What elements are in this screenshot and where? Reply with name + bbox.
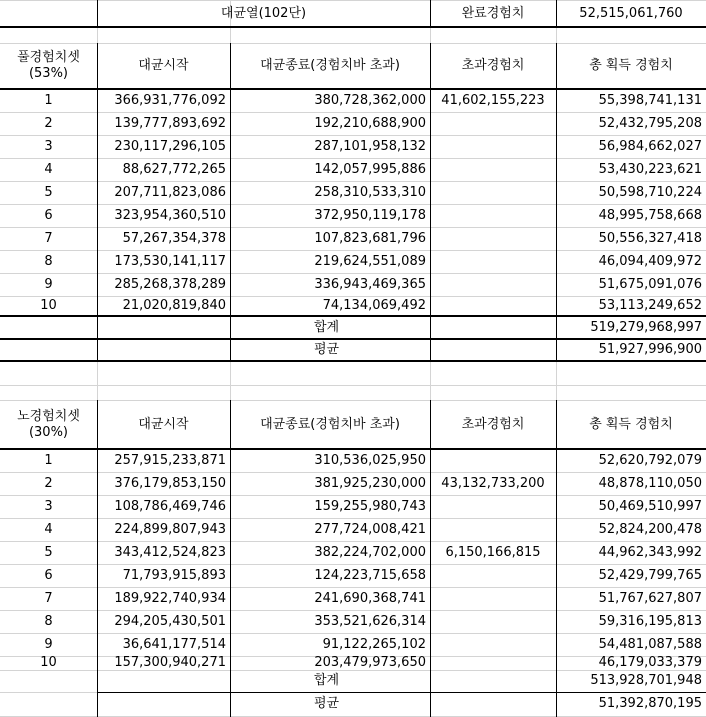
start-value-cell[interactable]: 71,793,915,893 [122, 567, 226, 583]
total-value-cell[interactable]: 54,481,087,588 [598, 636, 702, 652]
end-value-cell[interactable]: 142,057,995,886 [314, 161, 426, 177]
total-value-cell[interactable]: 52,824,200,478 [598, 521, 702, 537]
total-value-cell[interactable]: 44,962,343,992 [598, 544, 702, 560]
start-value-cell[interactable]: 108,786,469,746 [114, 498, 226, 514]
row-number-cell[interactable]: 3 [44, 138, 53, 154]
end-value-cell[interactable]: 124,223,715,658 [314, 567, 426, 583]
start-value-cell[interactable]: 230,117,296,105 [114, 138, 226, 154]
header-start-cell[interactable]: 대균시작 [138, 416, 189, 432]
start-value-cell[interactable]: 294,205,430,501 [114, 613, 226, 629]
excess-value-cell[interactable] [430, 633, 556, 656]
start-value-cell[interactable]: 224,899,807,943 [114, 521, 226, 537]
row-number-cell[interactable]: 4 [44, 521, 53, 537]
row-number-cell[interactable]: 6 [44, 207, 53, 223]
excess-value-cell[interactable]: 41,602,155,223 [441, 92, 545, 108]
set-label-line2: (53%) [28, 66, 69, 81]
row-number-cell[interactable]: 3 [44, 498, 53, 514]
total-value-cell[interactable]: 50,598,710,224 [598, 184, 702, 200]
total-value-cell[interactable]: 52,432,795,208 [598, 115, 702, 131]
row-number-cell[interactable]: 2 [44, 475, 53, 491]
total-value-cell[interactable]: 48,995,758,668 [598, 207, 702, 223]
start-value-cell[interactable]: 57,267,354,378 [122, 230, 226, 246]
excess-value-cell[interactable] [430, 227, 556, 250]
total-value-cell[interactable]: 50,556,327,418 [598, 230, 702, 246]
total-value-cell[interactable]: 50,469,510,997 [598, 498, 702, 514]
set-label-line2: (30%) [28, 424, 69, 440]
start-value-cell[interactable]: 173,530,141,117 [114, 253, 226, 269]
header-end-cell[interactable]: 대균종료(경험치바 초과) [260, 58, 400, 73]
row-number-cell[interactable]: 9 [44, 636, 53, 652]
total-value-cell[interactable]: 59,316,195,813 [598, 613, 702, 629]
avg-value-cell[interactable]: 51,927,996,900 [598, 342, 702, 357]
row-number-cell[interactable]: 6 [44, 567, 53, 583]
header-start-cell[interactable]: 대균시작 [138, 58, 189, 73]
end-value-cell[interactable]: 203,479,973,650 [314, 656, 426, 670]
start-value-cell[interactable]: 343,412,524,823 [114, 544, 226, 560]
excess-value-cell[interactable] [430, 610, 556, 633]
start-value-cell[interactable]: 139,777,893,692 [114, 115, 226, 131]
row-number-cell[interactable]: 1 [44, 452, 53, 468]
excess-value-cell[interactable] [430, 518, 556, 541]
avg-value-cell[interactable]: 51,392,870,195 [598, 696, 702, 711]
row-number-cell[interactable]: 2 [44, 115, 53, 131]
sum-value-cell[interactable]: 519,279,968,997 [590, 319, 702, 335]
header-total-cell[interactable]: 총 획득 경험치 [589, 416, 673, 432]
excess-value-cell[interactable] [430, 204, 556, 227]
end-value-cell[interactable]: 381,925,230,000 [314, 475, 426, 491]
start-value-cell[interactable]: 157,300,940,271 [114, 656, 226, 670]
end-value-cell[interactable]: 258,310,533,310 [314, 184, 426, 200]
row-gridline [0, 385, 706, 386]
end-value-cell[interactable]: 192,210,688,900 [314, 115, 426, 131]
total-value-cell[interactable]: 52,429,799,765 [598, 567, 702, 583]
sum-value-cell[interactable]: 513,928,701,948 [590, 673, 702, 688]
start-value-cell[interactable]: 376,179,853,150 [114, 475, 226, 491]
end-value-cell[interactable]: 382,224,702,000 [314, 544, 426, 560]
excess-value-cell[interactable] [430, 296, 556, 316]
start-value-cell[interactable]: 88,627,772,265 [122, 161, 226, 177]
end-value-cell[interactable]: 91,122,265,102 [322, 636, 426, 652]
row-number-cell[interactable]: 10 [40, 656, 57, 670]
row-number-cell[interactable]: 5 [44, 184, 53, 200]
avg-label-cell[interactable]: 평균 [313, 696, 340, 711]
excess-value-cell[interactable]: 6,150,166,815 [445, 544, 541, 560]
total-value-cell[interactable]: 46,179,033,379 [598, 656, 702, 670]
header-excess-cell[interactable]: 초과경험치 [461, 416, 525, 432]
excess-value-cell[interactable] [430, 656, 556, 670]
set-label-line1: 풀경험치셋 [17, 50, 80, 65]
end-value-cell[interactable]: 287,101,958,132 [314, 138, 426, 154]
total-value-cell[interactable]: 51,767,627,807 [598, 590, 702, 606]
excess-value-cell[interactable] [430, 564, 556, 587]
end-value-cell[interactable]: 277,724,008,421 [314, 521, 426, 537]
total-value-cell[interactable]: 55,398,741,131 [598, 92, 702, 108]
sum-label-cell[interactable]: 합계 [313, 319, 340, 335]
row-number-cell[interactable]: 7 [44, 230, 53, 246]
start-value-cell[interactable]: 207,711,823,086 [114, 184, 226, 200]
excess-value-cell[interactable] [430, 112, 556, 135]
header-total-cell[interactable]: 총 획득 경험치 [589, 58, 673, 73]
row-number-cell[interactable]: 10 [40, 298, 57, 313]
total-value-cell[interactable]: 46,094,409,972 [598, 253, 702, 269]
start-value-cell[interactable]: 189,922,740,934 [114, 590, 226, 606]
total-value-cell[interactable]: 52,620,792,079 [598, 452, 702, 468]
excess-value-cell[interactable] [430, 158, 556, 181]
total-value-cell[interactable]: 56,984,662,027 [598, 138, 702, 154]
excess-value-cell[interactable] [430, 273, 556, 296]
start-value-cell[interactable]: 36,641,177,514 [122, 636, 226, 652]
excess-value-cell[interactable] [430, 449, 556, 472]
header-excess-cell[interactable]: 초과경험치 [461, 58, 525, 73]
set-label-cell[interactable] [0, 400, 97, 449]
excess-value-cell[interactable] [430, 250, 556, 273]
start-value-cell[interactable]: 285,268,378,289 [114, 276, 226, 292]
end-value-cell[interactable]: 159,255,980,743 [314, 498, 426, 514]
end-value-cell[interactable]: 336,943,469,365 [314, 276, 426, 292]
complete-label-cell[interactable]: 완료경험치 [461, 5, 525, 21]
row-number-cell[interactable]: 1 [44, 92, 53, 108]
complete-value-cell[interactable]: 52,515,061,760 [579, 5, 683, 21]
header-end-cell[interactable]: 대균종료(경험치바 초과) [260, 416, 400, 432]
total-value-cell[interactable]: 53,113,249,652 [598, 298, 702, 313]
end-value-cell[interactable]: 310,536,025,950 [314, 452, 426, 468]
row-number-cell[interactable]: 7 [44, 590, 53, 606]
end-value-cell[interactable]: 380,728,362,000 [314, 92, 426, 108]
start-value-cell[interactable]: 257,915,233,871 [114, 452, 226, 468]
set-label-cell[interactable] [0, 43, 97, 89]
start-value-cell[interactable]: 366,931,776,092 [114, 92, 226, 108]
row-number-cell[interactable]: 8 [44, 253, 53, 269]
end-value-cell[interactable]: 241,690,368,741 [314, 590, 426, 606]
row-number-cell[interactable]: 4 [44, 161, 53, 177]
end-value-cell[interactable]: 74,134,069,492 [322, 298, 426, 313]
total-value-cell[interactable]: 53,430,223,621 [598, 161, 702, 177]
row-number-cell[interactable]: 5 [44, 544, 53, 560]
excess-value-cell[interactable] [430, 495, 556, 518]
total-value-cell[interactable]: 51,675,091,076 [598, 276, 702, 292]
excess-value-cell[interactable]: 43,132,733,200 [441, 475, 545, 491]
excess-value-cell[interactable] [430, 587, 556, 610]
start-value-cell[interactable]: 21,020,819,840 [122, 298, 226, 313]
end-value-cell[interactable]: 353,521,626,314 [314, 613, 426, 629]
sum-label-cell[interactable]: 합계 [313, 673, 340, 688]
end-value-cell[interactable]: 219,624,551,089 [314, 253, 426, 269]
end-value-cell[interactable]: 107,823,681,796 [314, 230, 426, 246]
excess-value-cell[interactable] [430, 181, 556, 204]
end-value-cell[interactable]: 372,950,119,178 [314, 207, 426, 223]
start-value-cell[interactable]: 323,954,360,510 [114, 207, 226, 223]
total-value-cell[interactable]: 48,878,110,050 [598, 475, 702, 491]
top-label-cell[interactable]: 대균열(102단) [220, 5, 307, 21]
row-number-cell[interactable]: 8 [44, 613, 53, 629]
avg-label-cell[interactable]: 평균 [313, 342, 340, 357]
row-number-cell[interactable]: 9 [44, 276, 53, 292]
set-label-line1: 노경험치셋 [17, 408, 80, 424]
excess-value-cell[interactable] [430, 135, 556, 158]
